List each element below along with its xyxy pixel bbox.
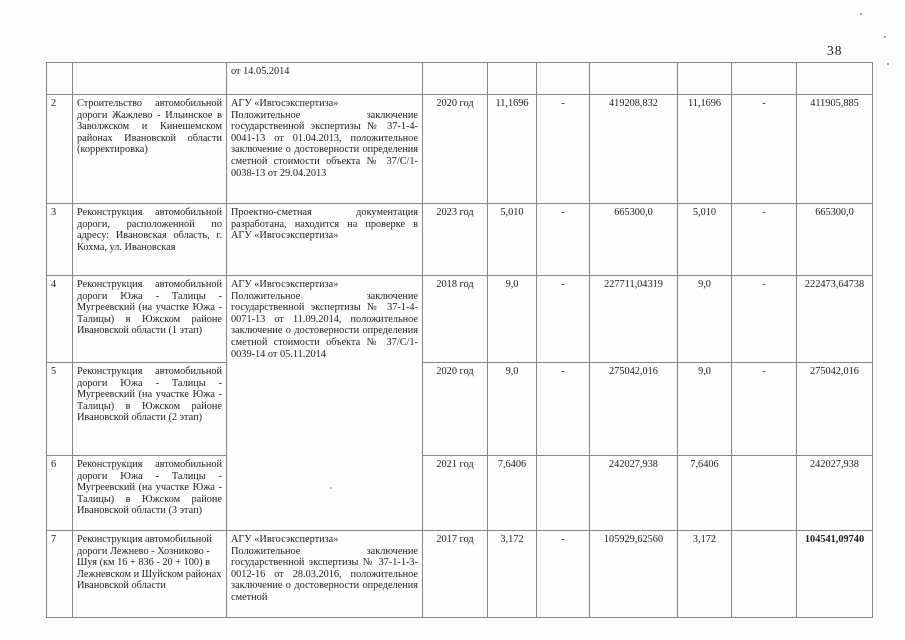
- table-row: [47, 531, 873, 618]
- amount-cell: [797, 63, 873, 95]
- dash-cell: -: [732, 95, 797, 204]
- amount-cell: 419208,832: [590, 95, 678, 204]
- project-name-text: Строительство автомобильной дороги Жажлево - Ильинское в Заволжском и Кинешемском районах Ивановской области (корректировка): [77, 98, 222, 156]
- expertise-body-text: Положительное заключение государственной экспертизы № 37-1-1-3-0012-16 от 28.03.2016, положительное заключение о достоверности определения сметной: [231, 545, 418, 603]
- amount-cell: 275042,016: [590, 363, 678, 456]
- table-row: [47, 276, 873, 363]
- project-name-text: Реконструкция автомобильной дороги Южа - Талицы - Мугреевский (на участке Южа - Талицы) в Южском районе Ивановской области (1 этап): [77, 279, 222, 337]
- page-number: 38: [827, 43, 843, 58]
- project-name-cell: [73, 531, 227, 618]
- project-name-cell: [73, 204, 227, 276]
- dash-cell: -: [537, 363, 590, 456]
- expertise-body-text: Положительное заключение государственной экспертизы № 37-1-4-0071-13 от 11.09.2014, положительное заключение о достоверности определения сметной стоимости объекта № 37/С/1-0039-14 от 05.11.2014: [231, 290, 418, 360]
- row-number-cell: [47, 63, 73, 95]
- expertise-cell: [227, 531, 423, 618]
- dash-cell: -: [537, 204, 590, 276]
- project-name-text: Реконструкция автомобильной дороги Южа - Талицы - Мугреевский (на участке Южа - Талицы) в Южском районе Ивановской области (3 этап): [77, 459, 222, 517]
- project-name-cell: [73, 363, 227, 456]
- dash-cell: -: [732, 363, 797, 456]
- amount-cell: 275042,016: [797, 363, 873, 456]
- year-cell: 2018 год: [423, 276, 488, 363]
- project-name-cell: [73, 95, 227, 204]
- expertise-body-text: Положительное заключение государственной экспертизы № 37-1-4-0041-13 от 01.04.2013, положительное заключение о достоверности определения сметной стоимости объекта № 37/С/1-0038-13 от 29.04.2013: [231, 109, 418, 179]
- project-name-cell: [73, 63, 227, 95]
- dash-cell: [537, 456, 590, 531]
- amount-cell: 665300,0: [590, 204, 678, 276]
- table-row-carryover: [47, 63, 873, 95]
- value-cell: 5,010: [488, 204, 537, 276]
- amount-cell: 227711,04319: [590, 276, 678, 363]
- year-cell: 2017 год: [423, 531, 488, 618]
- value-cell: 3,172: [678, 531, 732, 618]
- expertise-cell: [227, 95, 423, 204]
- value-cell: 9,0: [488, 276, 537, 363]
- amount-cell: 105929,62560: [590, 531, 678, 618]
- amount-cell: 411905,885: [797, 95, 873, 204]
- scan-speck: [860, 13, 862, 15]
- scan-speck: [884, 36, 886, 38]
- table-row: [47, 95, 873, 204]
- expertise-org-text: АГУ «Ивгосэкспертиза»: [231, 279, 339, 290]
- road-projects-table: [46, 62, 873, 618]
- amount-cell: 242027,938: [590, 456, 678, 531]
- expertise-org-text: АГУ «Ивгосэкспертиза»: [231, 534, 339, 545]
- row-number-cell: 2: [47, 95, 73, 204]
- project-name-cell: [73, 456, 227, 531]
- row-number-cell: 7: [47, 531, 73, 618]
- project-name-text: Реконструкция автомобильной дороги, расположенной по адресу: Ивановская область, г. Кохма, ул. Ивановская: [77, 207, 222, 253]
- amount-cell: 665300,0: [797, 204, 873, 276]
- value-cell: 3,172: [488, 531, 537, 618]
- dash-cell: -: [537, 531, 590, 618]
- expertise-cell-merged: [227, 276, 423, 531]
- value-cell: 7,6406: [488, 456, 537, 531]
- scan-speck: [887, 63, 889, 65]
- expertise-cell: [227, 63, 423, 95]
- dash-cell: -: [537, 95, 590, 204]
- value-cell: 9,0: [488, 363, 537, 456]
- value-cell: 11,1696: [678, 95, 732, 204]
- year-cell: 2020 год: [423, 363, 488, 456]
- value-cell: 9,0: [678, 276, 732, 363]
- dash-cell: [537, 63, 590, 95]
- row-number-cell: 4: [47, 276, 73, 363]
- value-cell: 7,6406: [678, 456, 732, 531]
- project-name-text: Реконструкция автомобильной дороги Лежнево - Хозниково - Шуя (км 16 + 836 - 20 + 100) в Лежневском и Шуйском районах Ивановской области: [77, 534, 222, 592]
- table-row: [47, 363, 873, 456]
- year-cell: [423, 63, 488, 95]
- year-cell: 2021 год: [423, 456, 488, 531]
- amount-cell: 242027,938: [797, 456, 873, 531]
- table-row: [47, 204, 873, 276]
- dash-cell: -: [732, 276, 797, 363]
- year-cell: 2020 год: [423, 95, 488, 204]
- project-name-text: Реконструкция автомобильной дороги Южа - Талицы - Мугреевский (на участке Южа - Талицы) в Южском районе Ивановской области (2 этап): [77, 366, 222, 424]
- expertise-body-text: от 14.05.2014: [231, 66, 290, 77]
- expertise-org-text: АГУ «Ивгосэкспертиза»: [231, 98, 339, 109]
- year-cell: 2023 год: [423, 204, 488, 276]
- dash-cell: [732, 456, 797, 531]
- dash-cell: [732, 63, 797, 95]
- value-cell: 5,010: [678, 204, 732, 276]
- dash-cell: [732, 531, 797, 618]
- amount-cell: [590, 63, 678, 95]
- value-cell: 9,0: [678, 363, 732, 456]
- expertise-cell: [227, 204, 423, 276]
- dash-cell: -: [732, 204, 797, 276]
- row-number-cell: 3: [47, 204, 73, 276]
- table-row: [47, 456, 873, 531]
- row-number-cell: 5: [47, 363, 73, 456]
- value-cell: 11,1696: [488, 95, 537, 204]
- expertise-body-text: Проектно-сметная документация разработана, находится на проверке в АГУ «Ивгосэкспертиза»: [231, 207, 418, 242]
- amount-cell: 222473,64738: [797, 276, 873, 363]
- project-name-cell: [73, 276, 227, 363]
- value-cell: [488, 63, 537, 95]
- dash-cell: -: [537, 276, 590, 363]
- amount-cell: 104541,09740: [797, 531, 873, 618]
- value-cell: [678, 63, 732, 95]
- row-number-cell: 6: [47, 456, 73, 531]
